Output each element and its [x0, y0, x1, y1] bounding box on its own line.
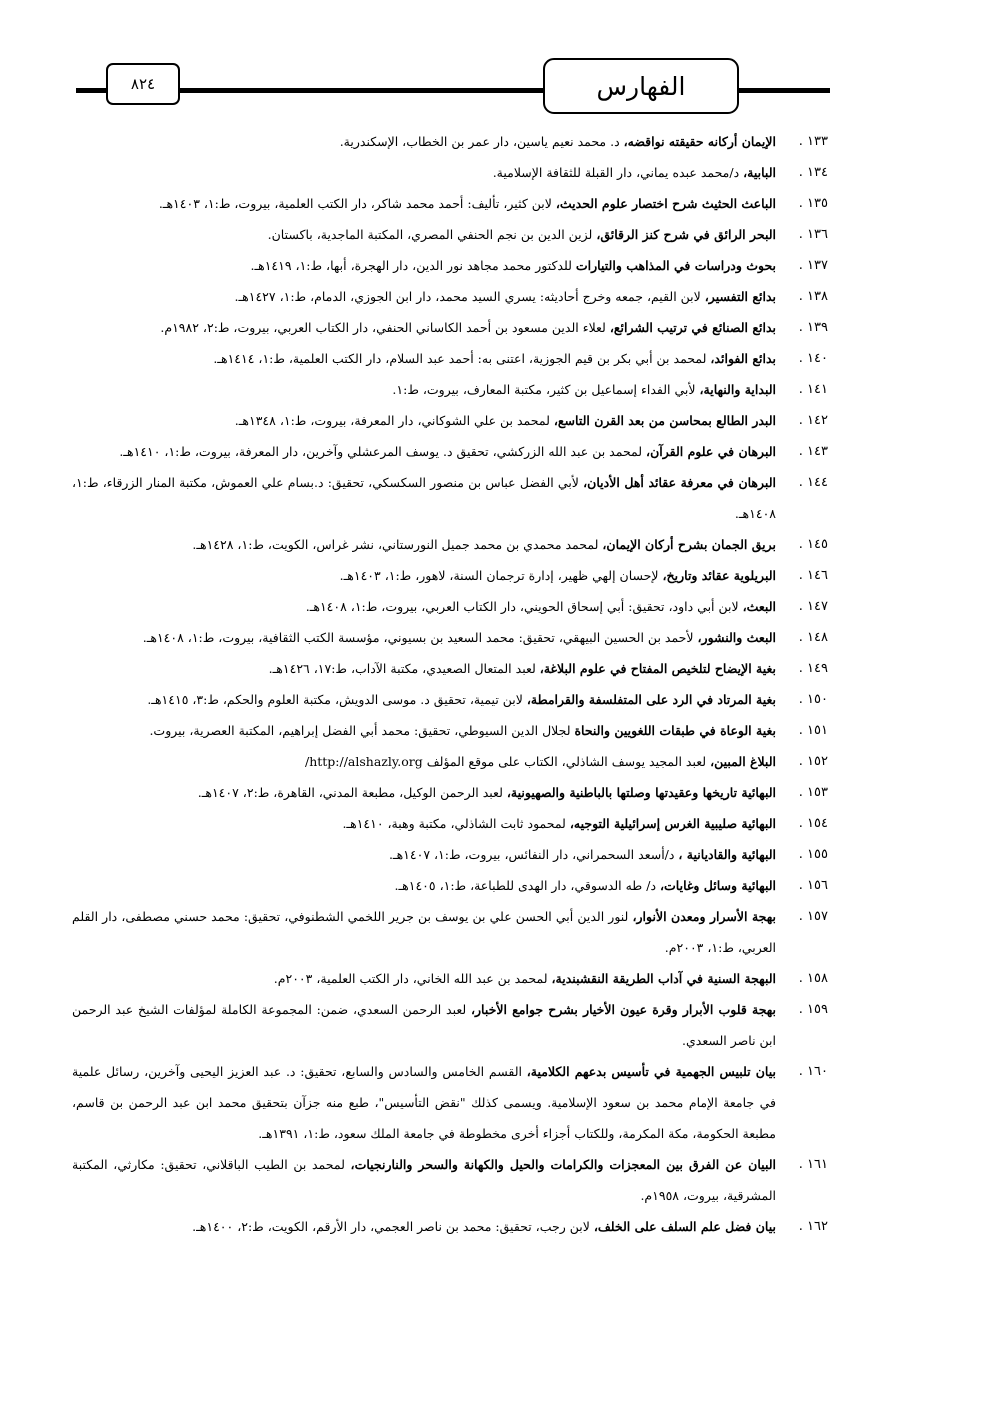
entry-details: د/ طه الدسوقي، دار الهدى للطباعة، ط:١، ١٤٠٥هـ.: [394, 878, 660, 893]
entry-title: الباعث الحثيث شرح اختصار علوم الحديث،: [555, 196, 776, 211]
bibliography-entry: [72, 808, 828, 839]
entry-title: بغية الإيضاح لتلخيص المفتاح في علوم البلاغة،: [539, 661, 776, 676]
entry-title: الإيمان أركانه حقيقته نواقضه،: [623, 134, 776, 149]
entry-text: [72, 591, 776, 622]
entry-title: بيان فضل علم السلف على الخلف،: [593, 1219, 776, 1234]
bibliography-entry: [72, 653, 828, 684]
entry-text: [72, 1211, 776, 1242]
section-title: الفهارس: [543, 58, 739, 114]
entry-text: [72, 467, 776, 529]
bibliography-entry: [72, 219, 828, 250]
bibliography-entry: [72, 622, 828, 653]
entry-text: [72, 653, 776, 684]
entry-title: البهائية والقاديانية ،: [678, 847, 776, 862]
entry-text: [72, 684, 776, 715]
entry-text: [72, 405, 776, 436]
entry-text: [72, 281, 776, 312]
entry-number: ١٥٢ .: [798, 754, 828, 769]
entry-title: بدائع الفوائد،: [710, 351, 776, 366]
bibliography-entry: [72, 839, 828, 870]
entry-title: البرهان في معرفة عقائد أهل الأديان،: [583, 475, 776, 490]
header-rule-left: [76, 88, 108, 93]
entry-title: بغية الوعاة في طبقات اللغويين والنحاة: [574, 723, 776, 738]
bibliography-entry: [72, 312, 828, 343]
bibliography-entry: [72, 591, 828, 622]
entry-details: لإحسان إلهي ظهير، إدارة ترجمان السنة، لاهور، ط:١، ١٤٠٣هـ.: [339, 568, 663, 583]
bibliography-entry: [72, 436, 828, 467]
entry-details: لابن تيمية، تحقيق د. موسى الدويش، مكتبة العلوم والحكم، ط:٣، ١٤١٥هـ.: [147, 692, 527, 707]
entry-number: ١٥٦ .: [798, 878, 828, 893]
entry-text: [72, 901, 776, 963]
entry-details: لجلال الدين السيوطي، تحقيق: محمد أبي الفضل إبراهيم، المكتبة العصرية، بيروت.: [149, 723, 575, 738]
entry-details: لابن القيم، جمعه وخرج أحاديثه: يسري السيد محمد، دار ابن الجوزي، الدمام، ط:١، ١٤٢٧هـ.: [234, 289, 705, 304]
entry-title: البلاغ المبين،: [710, 754, 776, 769]
entry-title: البعث والنشور،: [697, 630, 776, 645]
entry-title: البهائية تاريخها وعقيدتها وصلتها بالباطنية والصهيونية،: [506, 785, 776, 800]
entry-text: [72, 870, 776, 901]
entry-number: ١٥٧ .: [798, 909, 828, 924]
entry-title: البابية،: [743, 165, 776, 180]
entry-details: لأبي الفضل عباس بن منصور السكسكي، تحقيق: د.بسام علي العموش، مكتبة المنار الزرقاء، ط:١، ١٤٠٨هـ.: [72, 475, 776, 521]
entry-title: بدائع الصنائع في ترتيب الشرائع،: [609, 320, 776, 335]
entry-number: ١٤٤ .: [798, 475, 828, 490]
entry-title: البهائية وسائل وغايات،: [659, 878, 776, 893]
entry-details: لزين الدين بن نجم الحنفي المصري، المكتبة الماجدية، باكستان.: [267, 227, 597, 242]
entry-details: لعبد المجيد يوسف الشاذلي، الكتاب على موقع المؤلف http://alshazly.org/: [304, 754, 711, 769]
entry-number: ١٤٥ .: [798, 537, 828, 552]
bibliography-list: [72, 126, 828, 1242]
bibliography-entry: [72, 281, 828, 312]
bibliography-entry: [72, 560, 828, 591]
bibliography-entry: [72, 343, 828, 374]
page-number: ٨٢٤: [106, 63, 180, 105]
bibliography-entry: [72, 1149, 828, 1211]
entry-details: لمحمد بن عبد الله الخاني، دار الكتب العلمية، ٢٠٠٣م.: [273, 971, 552, 986]
header-rule-right: [738, 88, 830, 93]
entry-number: ١٥٥ .: [798, 847, 828, 862]
entry-number: ١٤٦ .: [798, 568, 828, 583]
entry-text: [72, 312, 776, 343]
bibliography-entry: [72, 405, 828, 436]
entry-title: بغية المرتاد في الرد على المتفلسفة والقرامطة،: [526, 692, 776, 707]
page-header: [0, 0, 992, 130]
entry-text: [72, 808, 776, 839]
entry-number: ١٦٠ .: [798, 1064, 828, 1079]
entry-number: ١٤٩ .: [798, 661, 828, 676]
entry-details: للدكتور محمد مجاهد نور الدين، دار الهجرة، أبها، ط:١، ١٤١٩هـ.: [250, 258, 576, 273]
entry-text: [72, 560, 776, 591]
entry-details: د/أسعد السحمراني، دار النفائس، بيروت، ط:١، ١٤٠٧هـ.: [388, 847, 679, 862]
entry-details: لنور الدين أبي الحسن علي بن يوسف بن جرير اللخمي الشطنوفي، تحقيق: محمد حسني مصطفى، دار القلم العربي، ط:١، ٢٠٠٣م.: [72, 909, 776, 955]
entry-details: لمحمد بن الطيب الباقلاني، تحقيق: مكارثي، المكتبة المشرقية، بيروت، ١٩٥٨م.: [72, 1157, 776, 1203]
entry-number: ١٥٩ .: [798, 1002, 828, 1017]
bibliography-entry: [72, 684, 828, 715]
entry-title: البهائية صليبية الغرس إسرائيلية التوجيه،: [569, 816, 776, 831]
entry-details: د/محمد عبده يماني، دار القبلة للثقافة الإسلامية.: [492, 165, 744, 180]
entry-number: ١٤٢ .: [798, 413, 828, 428]
entry-text: [72, 777, 776, 808]
entry-title: بدائع التفسير،: [704, 289, 776, 304]
entry-details: لمحمد محمدي بن محمد جميل النورستاني، نشر غراس، الكويت، ط:١، ١٤٢٨هـ.: [192, 537, 603, 552]
bibliography-entry: [72, 1056, 828, 1149]
bibliography-entry: [72, 901, 828, 963]
entry-title: بهجة الأسرار ومعدن الأنوار،: [632, 909, 776, 924]
entry-details: لمحمد بن عبد الله الزركشي، تحقيق د. يوسف المرعشلي وآخرين، دار المعرفة، بيروت، ط:١، ١٤١٠هـ.: [119, 444, 647, 459]
entry-number: ١٣٤ .: [798, 165, 828, 180]
entry-details: لابن رجب، تحقيق: محمد بن ناصر العجمي، دار الأرقم، الكويت، ط:٢، ١٤٠٠هـ.: [192, 1219, 594, 1234]
bibliography-entry: [72, 1211, 828, 1242]
entry-text: [72, 839, 776, 870]
entry-title: بحوث ودراسات في المذاهب والتيارات: [575, 258, 776, 273]
entry-details: لأحمد بن الحسين البيهقي، تحقيق: محمد السعيد بن بسيوني، مؤسسة الكتب الثقافية، بيروت، ط:١، ١٤٠٨هـ.: [142, 630, 698, 645]
entry-title: البهجة السنية في آداب الطريقة النقشبندية،: [551, 971, 776, 986]
entry-number: ١٤٠ .: [798, 351, 828, 366]
entry-details: لابن كثير، تأليف: أحمد محمد شاكر، دار الكتب العلمية، بيروت، ط:١، ١٤٠٣هـ.: [158, 196, 556, 211]
entry-text: [72, 126, 776, 157]
entry-number: ١٣٦ .: [798, 227, 828, 242]
entry-title: البعث،: [742, 599, 776, 614]
entry-text: [72, 436, 776, 467]
entry-number: ١٤٣ .: [798, 444, 828, 459]
entry-number: ١٣٣ .: [798, 134, 828, 149]
entry-text: [72, 219, 776, 250]
entry-number: ١٣٩ .: [798, 320, 828, 335]
entry-details: لأبي الفداء إسماعيل بن كثير، مكتبة المعارف، بيروت، ط:١.: [392, 382, 700, 397]
entry-title: البرهان في علوم القرآن،: [646, 444, 776, 459]
header-rule-middle: [180, 88, 544, 93]
entry-number: ١٥١ .: [798, 723, 828, 738]
entry-details: لمحمد بن أبي بكر بن قيم الجوزية، اعتنى به: أحمد عبد السلام، دار الكتب العلمية، ط:١، ١٤١٤هـ.: [213, 351, 711, 366]
entry-text: [72, 374, 776, 405]
bibliography-entry: [72, 746, 828, 777]
entry-details: لابن أبي داود، تحقيق: أبي إسحاق الحويني، دار الكتاب العربي، بيروت، ط:١، ١٤٠٨هـ.: [305, 599, 743, 614]
entry-details: لمحمود ثابت الشاذلي، مكتبة وهبة، ١٤١٠هـ.: [342, 816, 570, 831]
bibliography-entry: [72, 994, 828, 1056]
entry-title: بهجة قلوب الأبرار وقرة عيون الأخيار بشرح جوامع الأخبار،: [470, 1002, 777, 1017]
bibliography-entry: [72, 467, 828, 529]
entry-text: [72, 157, 776, 188]
entry-text: [72, 1056, 776, 1149]
entry-text: [72, 529, 776, 560]
entry-details: لعبد الرحمن السعدي، ضمن: المجموعة الكاملة لمؤلفات الشيخ عبد الرحمن ابن ناصر السعدي.: [72, 1002, 776, 1048]
entry-number: ١٤٨ .: [798, 630, 828, 645]
bibliography-entry: [72, 126, 828, 157]
entry-details: لعبد المتعال الصعيدي، مكتبة الآداب، ط:١٧، ١٤٢٦هـ.: [268, 661, 540, 676]
entry-text: [72, 188, 776, 219]
entry-title: البيان عن الفرق بين المعجزات والكرامات والحيل والكهانة والسحر والنارنجيات،: [350, 1157, 776, 1172]
bibliography-entry: [72, 529, 828, 560]
entry-details: د. محمد نعيم ياسين، دار عمر بن الخطاب، الإسكندرية.: [339, 134, 624, 149]
entry-text: [72, 715, 776, 746]
entry-text: [72, 994, 776, 1056]
bibliography-entry: [72, 250, 828, 281]
entry-title: بيان تلبيس الجهمية في تأسيس بدعهم الكلامية،: [526, 1064, 776, 1079]
entry-details: القسم الخامس والسادس والسابع، تحقيق: د. عبد العزيز اليحيى وآخرين، رسائل علمية في جامعة الإمام محمد بن سعود الإسلامية. ويسمى كذلك "نقض التأسيس"، طبع منه جزآن بتحقيق محمد ابن عبد الرحمن بن قاسم، مطبعة الحكومة، مكة المكرمة، وللكتاب أجزاء أخرى مخطوطة في جامعة الملك سعود، ط:١، ١٣٩١هـ.: [72, 1064, 776, 1141]
bibliography-entry: [72, 777, 828, 808]
entry-number: ١٤١ .: [798, 382, 828, 397]
entry-text: [72, 343, 776, 374]
entry-text: [72, 622, 776, 653]
entry-title: بريق الجمان بشرح أركان الإيمان،: [602, 537, 776, 552]
bibliography-entry: [72, 374, 828, 405]
entry-title: البدر الطالع بمحاسن من بعد القرن التاسع،: [553, 413, 776, 428]
entry-title: البداية والنهاية،: [699, 382, 776, 397]
entry-text: [72, 963, 776, 994]
entry-title: البريلوية عقائد وتاريخ،: [662, 568, 776, 583]
entry-details: لمحمد بن علي الشوكاني، دار المعرفة، بيروت، ط:١، ١٣٤٨هـ.: [234, 413, 554, 428]
entry-number: ١٥٤ .: [798, 816, 828, 831]
entry-number: ١٣٨ .: [798, 289, 828, 304]
entry-number: ١٥٨ .: [798, 971, 828, 986]
entry-number: ١٦٢ .: [798, 1219, 828, 1234]
bibliography-entry: [72, 188, 828, 219]
entry-number: ١٥٣ .: [798, 785, 828, 800]
entry-title: البحر الرائق في شرح كنز الرقائق،: [596, 227, 776, 242]
entry-number: ١٣٧ .: [798, 258, 828, 273]
bibliography-entry: [72, 963, 828, 994]
entry-number: ١٦١ .: [798, 1157, 828, 1172]
entry-text: [72, 746, 776, 777]
bibliography-entry: [72, 870, 828, 901]
entry-details: لعبد الرحمن الوكيل، مطبعة المدني، القاهرة، ط:٢، ١٤٠٧هـ.: [197, 785, 507, 800]
bibliography-entry: [72, 715, 828, 746]
entry-number: ١٥٠ .: [798, 692, 828, 707]
entry-text: [72, 1149, 776, 1211]
entry-details: لعلاء الدين مسعود بن أحمد الكاساني الحنفي، دار الكتاب العربي، بيروت، ط:٢، ١٩٨٢م.: [160, 320, 610, 335]
entry-text: [72, 250, 776, 281]
entry-number: ١٤٧ .: [798, 599, 828, 614]
bibliography-entry: [72, 157, 828, 188]
entry-number: ١٣٥ .: [798, 196, 828, 211]
